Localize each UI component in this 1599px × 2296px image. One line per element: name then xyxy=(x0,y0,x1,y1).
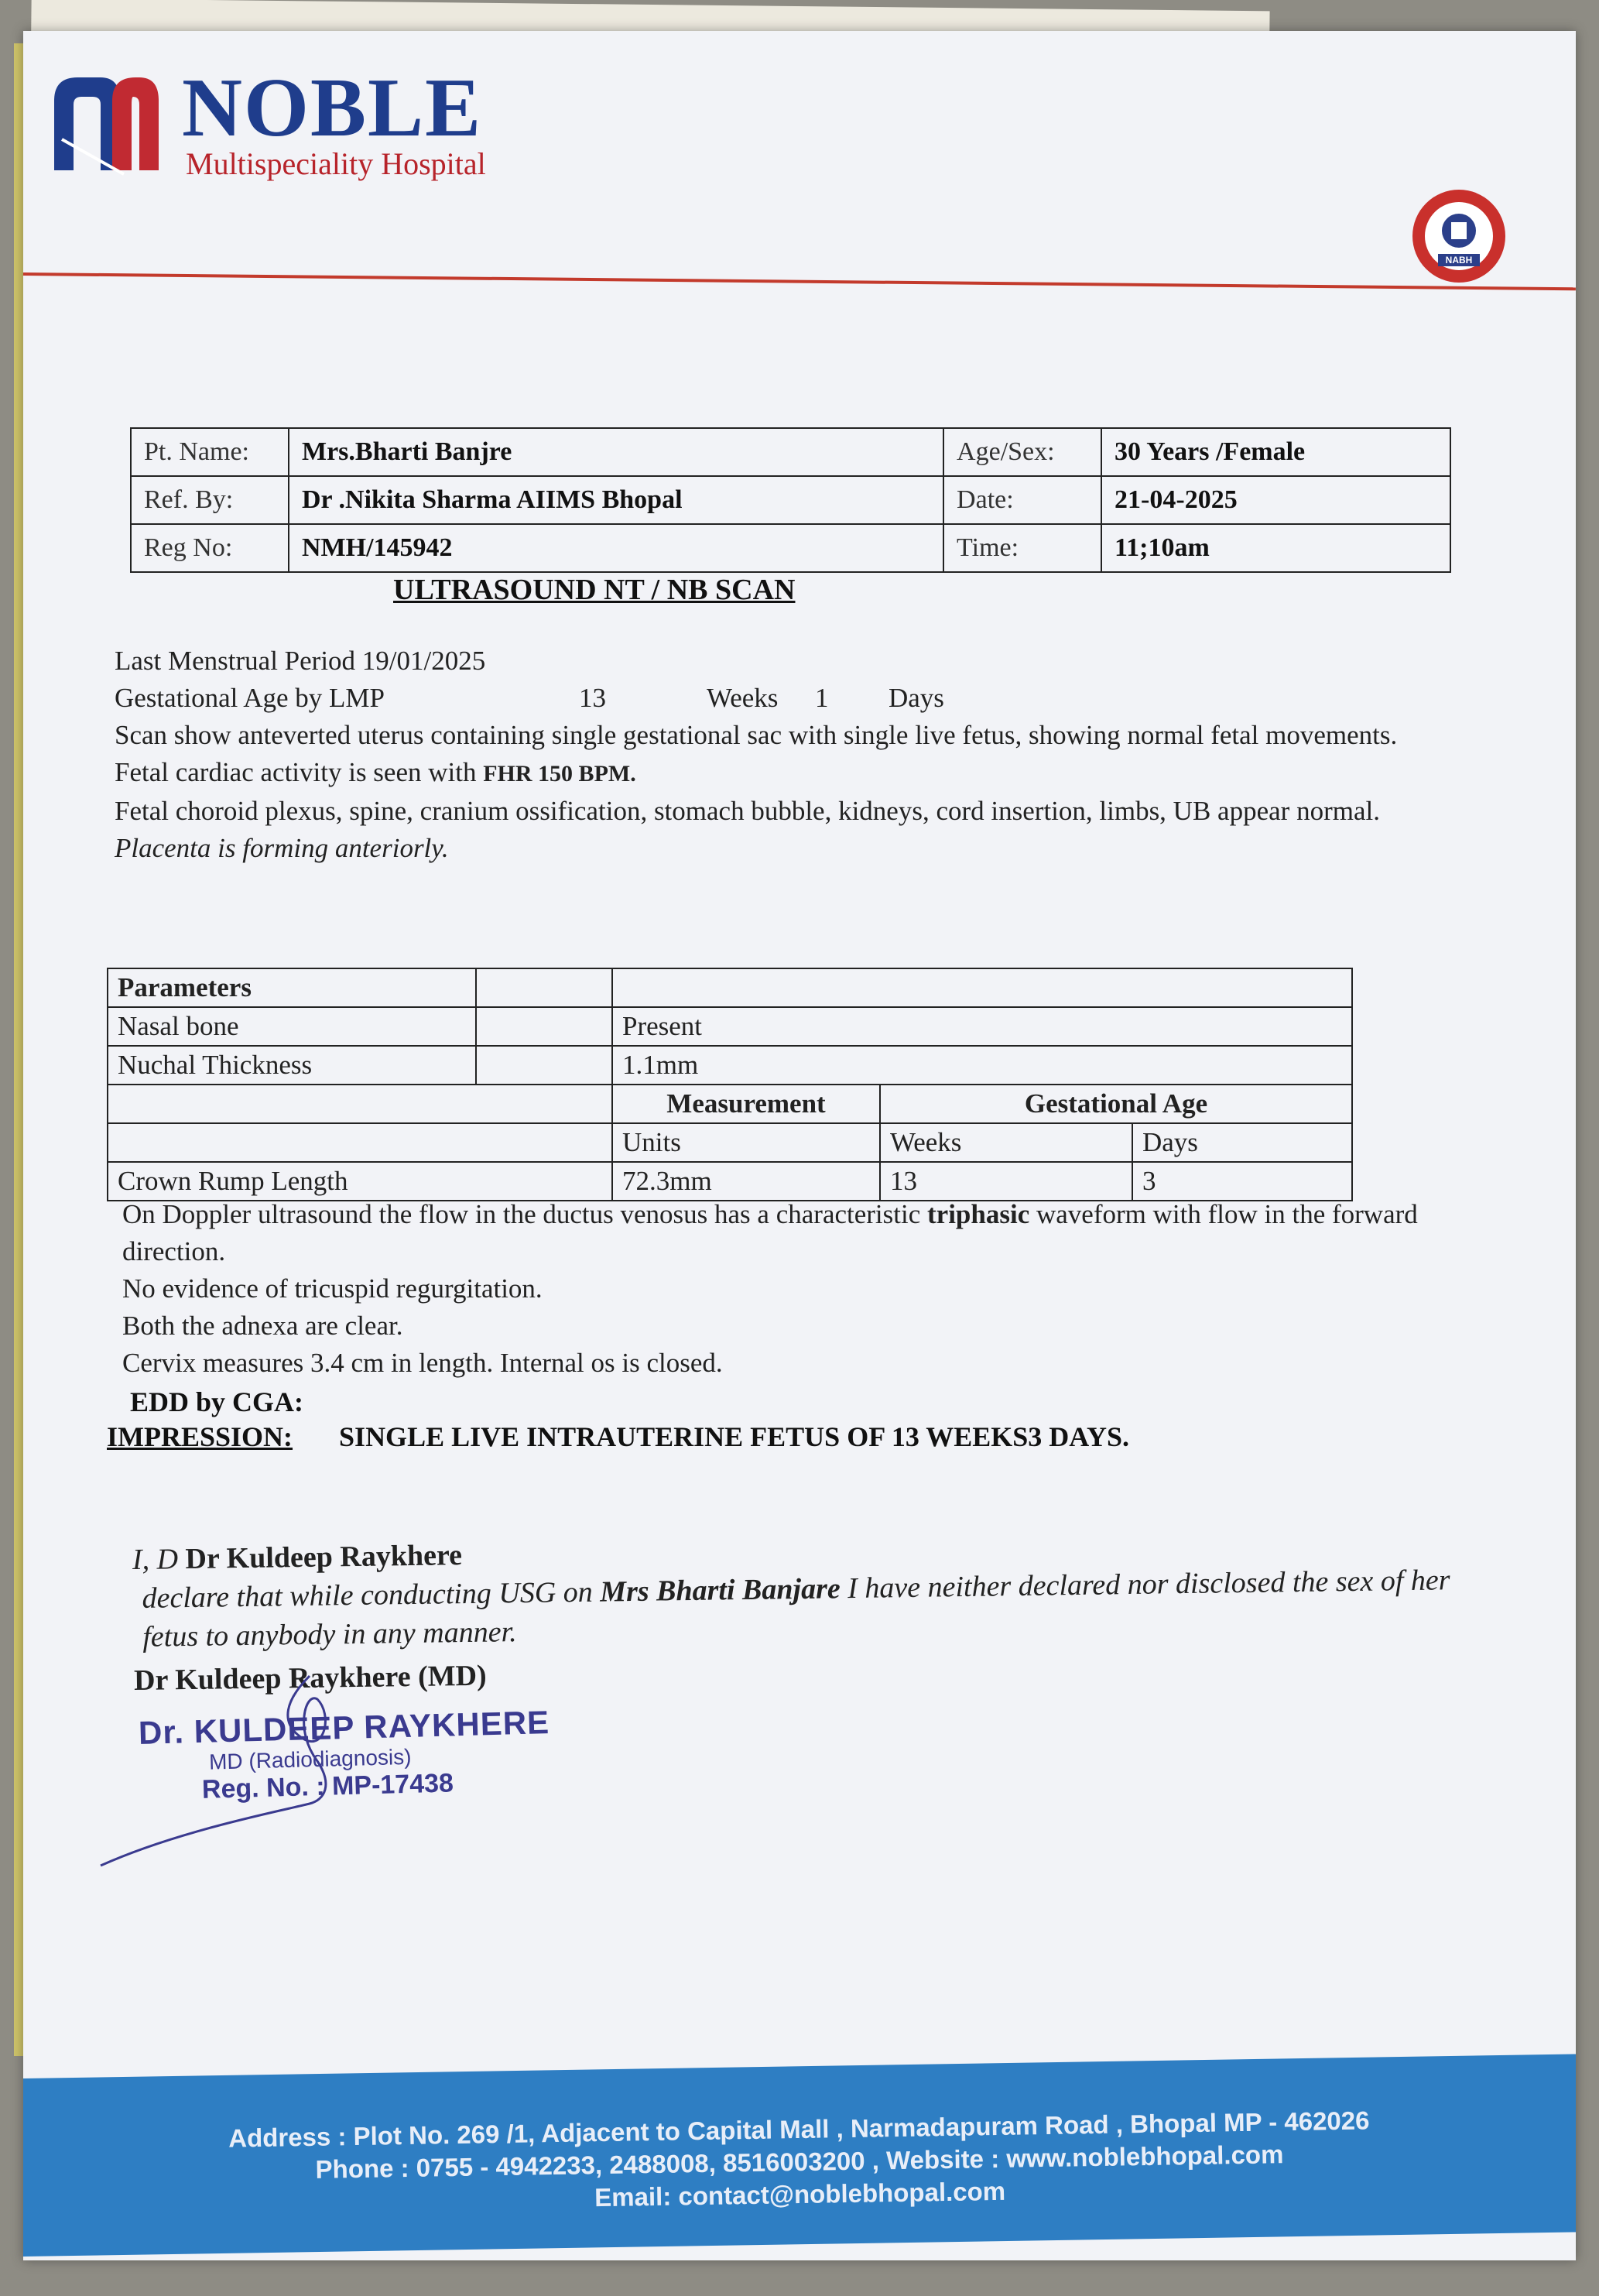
crl-weeks: 13 xyxy=(880,1162,1132,1201)
stamp-name: Dr. KULDEEP RAYKHERE xyxy=(138,1704,550,1752)
impression xyxy=(107,1420,1129,1453)
date-label: Date: xyxy=(943,476,1101,524)
signature-icon xyxy=(85,1668,550,1900)
doppler-bold: triphasic xyxy=(927,1199,1030,1229)
doppler-line xyxy=(122,1196,1469,1270)
parameters-header: Parameters xyxy=(108,968,476,1007)
ga-weeks: 13 xyxy=(579,683,606,713)
measurement-header: Measurement xyxy=(612,1085,880,1123)
tricuspid-line: No evidence of tricuspid regurgitation. xyxy=(122,1273,543,1304)
parameters-table xyxy=(107,968,1353,1201)
hospital-logo-icon xyxy=(46,70,163,178)
empty-cell xyxy=(476,1007,612,1046)
ref-label: Ref. By: xyxy=(131,476,289,524)
nuchal-value: 1.1mm xyxy=(612,1046,1352,1085)
report-date: 21-04-2025 xyxy=(1101,476,1450,524)
report-page xyxy=(23,31,1576,2260)
empty-cell xyxy=(476,1046,612,1085)
stamp-reg: Reg. No. : MP-17438 xyxy=(201,1768,454,1804)
crl-value: 72.3mm xyxy=(612,1162,880,1201)
scan-description: Scan show anteverted uterus containing single gestational sac with single live fetus, showing normal fetal movements. xyxy=(115,720,1398,750)
doppler-prefix: On Doppler ultrasound the flow in the ductus venosus has a characteristic xyxy=(122,1199,928,1229)
name-label: Pt. Name: xyxy=(131,428,289,476)
empty-cell xyxy=(476,968,612,1007)
days-header: Days xyxy=(1132,1123,1352,1162)
nasal-bone-label: Nasal bone xyxy=(108,1007,476,1046)
declaration-patient: Mrs Bharti Banjare xyxy=(599,1572,841,1609)
empty-cell xyxy=(108,1123,612,1162)
hospital-tagline: Multispeciality Hospital xyxy=(186,146,486,181)
declaration-body1: declare that while conducting USG on xyxy=(142,1575,601,1615)
nabh-badge-icon xyxy=(1409,186,1509,286)
adnexa-line: Both the adnexa are clear. xyxy=(122,1311,403,1341)
footer-phone: Phone : 0755 - 4942233, 2488008, 8516003200 , Website : www.noblebhopal.com xyxy=(315,2140,1284,2184)
footer-address: Address : Plot No. 269 /1, Adjacent to Capital Mall , Narmadapuram Road , Bhopal MP - 462026 xyxy=(228,2106,1370,2153)
weeks-header: Weeks xyxy=(880,1123,1132,1162)
reg-label: Reg No: xyxy=(131,524,289,572)
ga-weeks-label: Weeks xyxy=(707,683,779,713)
time-label: Time: xyxy=(943,524,1101,572)
edd-line: EDD by CGA: xyxy=(130,1386,304,1417)
units-header: Units xyxy=(612,1123,880,1162)
cervix-line: Cervix measures 3.4 cm in length. Internal os is closed. xyxy=(122,1348,723,1378)
hospital-name: NOBLE xyxy=(182,62,483,154)
doppler-suffix: waveform with flow in the forward direction. xyxy=(122,1199,1418,1266)
declaration-intro: I, D xyxy=(132,1543,179,1577)
gestational-age-line xyxy=(115,680,1415,717)
impression-text: SINGLE LIVE INTRAUTERINE FETUS OF 13 WEEKS3 DAYS. xyxy=(339,1421,1129,1452)
declaration-doctor: Dr Kuldeep Raykhere xyxy=(185,1539,463,1576)
crl-days: 3 xyxy=(1132,1162,1352,1201)
findings xyxy=(122,1196,1469,1382)
signatory: Dr Kuldeep Raykhere (MD) xyxy=(133,1659,487,1697)
organs-line: Fetal choroid plexus, spine, cranium ossification, stomach bubble, kidneys, cord insertion, limbs, UB appear normal. xyxy=(115,796,1380,826)
nuchal-label: Nuchal Thickness xyxy=(108,1046,476,1085)
report-title: ULTRASOUND NT / NB SCAN xyxy=(393,574,796,606)
reg-number: NMH/145942 xyxy=(289,524,943,572)
ga-days-label: Days xyxy=(889,683,944,713)
age-sex-value: 30 Years /Female xyxy=(1101,428,1450,476)
nasal-bone-value: Present xyxy=(612,1007,1352,1046)
stamp-qualification: MD (Radiodiagnosis) xyxy=(208,1744,412,1774)
patient-info-table xyxy=(130,427,1451,573)
referred-by: Dr .Nikita Sharma AIIMS Bhopal xyxy=(289,476,943,524)
ga-label: Gestational Age by LMP xyxy=(115,683,385,713)
patient-name: Mrs.Bharti Banjre xyxy=(289,428,943,476)
report-time: 11;10am xyxy=(1101,524,1450,572)
placenta-line: Placenta is forming anteriorly. xyxy=(115,833,449,863)
gestational-age-header: Gestational Age xyxy=(880,1085,1352,1123)
fhr-line xyxy=(115,754,1415,793)
empty-cell xyxy=(612,968,1352,1007)
age-sex-label: Age/Sex: xyxy=(943,428,1101,476)
header-divider xyxy=(23,272,1576,290)
lmp-line: Last Menstrual Period 19/01/2025 xyxy=(115,646,486,676)
declaration-body2: I have neither declared nor disclosed the sex of her fetus to anybody in any manner. xyxy=(142,1564,1450,1653)
report-body xyxy=(115,643,1415,867)
empty-cell xyxy=(108,1085,612,1123)
fhr-value: FHR 150 BPM. xyxy=(483,761,636,786)
crl-label: Crown Rump Length xyxy=(108,1162,612,1201)
footer-email: Email: contact@noblebhopal.com xyxy=(594,2176,1006,2212)
impression-label: IMPRESSION: xyxy=(107,1421,293,1452)
nabh-label: NABH xyxy=(1445,255,1473,266)
fhr-prefix: Fetal cardiac activity is seen with xyxy=(115,757,484,787)
ga-days: 1 xyxy=(815,683,829,713)
